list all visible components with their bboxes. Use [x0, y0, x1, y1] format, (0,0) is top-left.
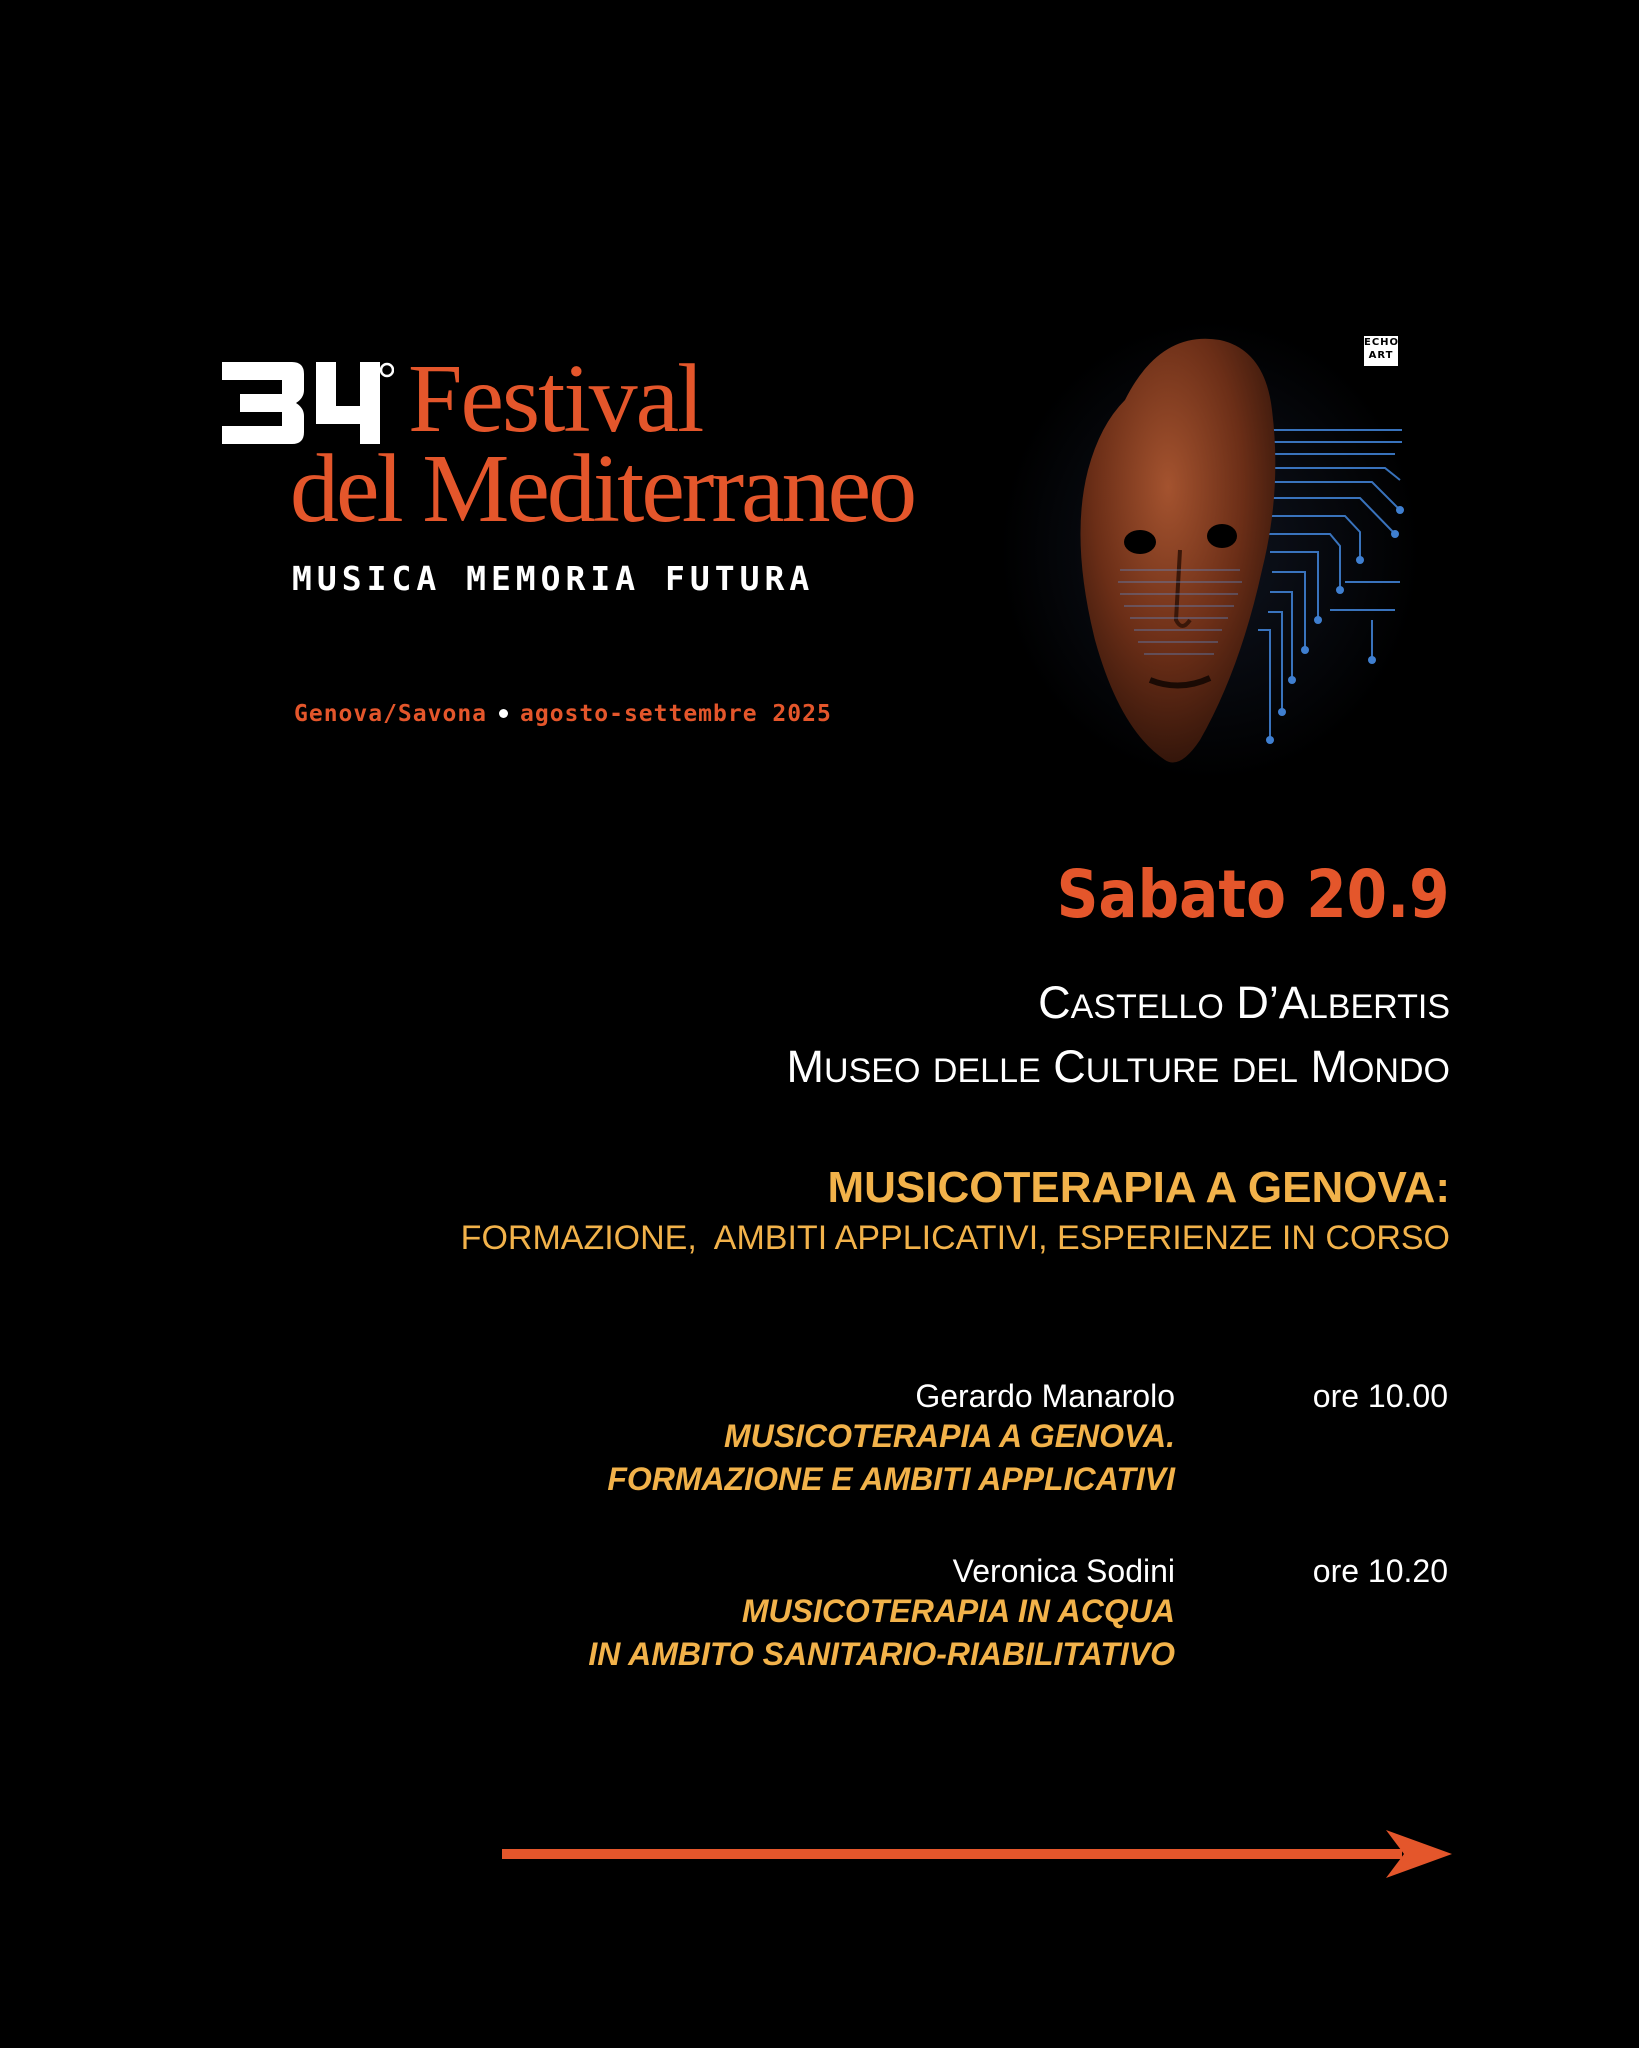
festival-place-dates	[294, 703, 832, 726]
talk-time: ore 10.00	[1312, 1378, 1448, 1414]
echo-art-logo	[1364, 336, 1398, 366]
festival-location: Genova/Savona	[294, 701, 488, 727]
festival-title-line2: del Mediterraneo	[290, 435, 915, 543]
topic-subtitle: FORMAZIONE, AMBITI APPLICATIVI, ESPERIENZE IN CORSO	[460, 1219, 1450, 1257]
topic-title: MUSICOTERAPIA A GENOVA:	[827, 1163, 1450, 1212]
logo-line1: ECHO	[1364, 337, 1400, 348]
festival-period: agosto-settembre 2025	[520, 701, 832, 727]
talk-title-line2: IN AMBITO SANITARIO-RIABILITATIVO	[588, 1636, 1175, 1672]
logo-line2: ART	[1368, 350, 1394, 361]
wooden-mask-icon	[1000, 320, 1420, 780]
festival-edition-number	[222, 362, 394, 444]
speaker-name: Veronica Sodini	[952, 1553, 1175, 1589]
bullet-icon	[499, 709, 508, 718]
venue-line1: CASTELLO D’ALBERTIS	[1038, 977, 1450, 1028]
arrow-right-icon[interactable]	[502, 1830, 1452, 1880]
festival-tagline: MUSICA MEMORIA FUTURA	[292, 559, 815, 598]
talk-title-line2: FORMAZIONE E AMBITI APPLICATIVI	[607, 1461, 1175, 1497]
talk-title-line1: MUSICOTERAPIA A GENOVA.	[724, 1418, 1175, 1454]
talk-time: ore 10.20	[1312, 1553, 1448, 1589]
talk-title	[588, 1590, 1175, 1676]
talk-title-line1: MUSICOTERAPIA IN ACQUA	[741, 1593, 1175, 1629]
speaker-name: Gerardo Manarolo	[915, 1378, 1175, 1414]
talk-title	[607, 1415, 1175, 1501]
festival-title-line1: Festival	[408, 345, 703, 453]
event-day: Sabato 20.9	[1057, 856, 1450, 933]
venue-line2: MUSEO DELLE CULTURE DEL MONDO	[786, 1041, 1450, 1092]
